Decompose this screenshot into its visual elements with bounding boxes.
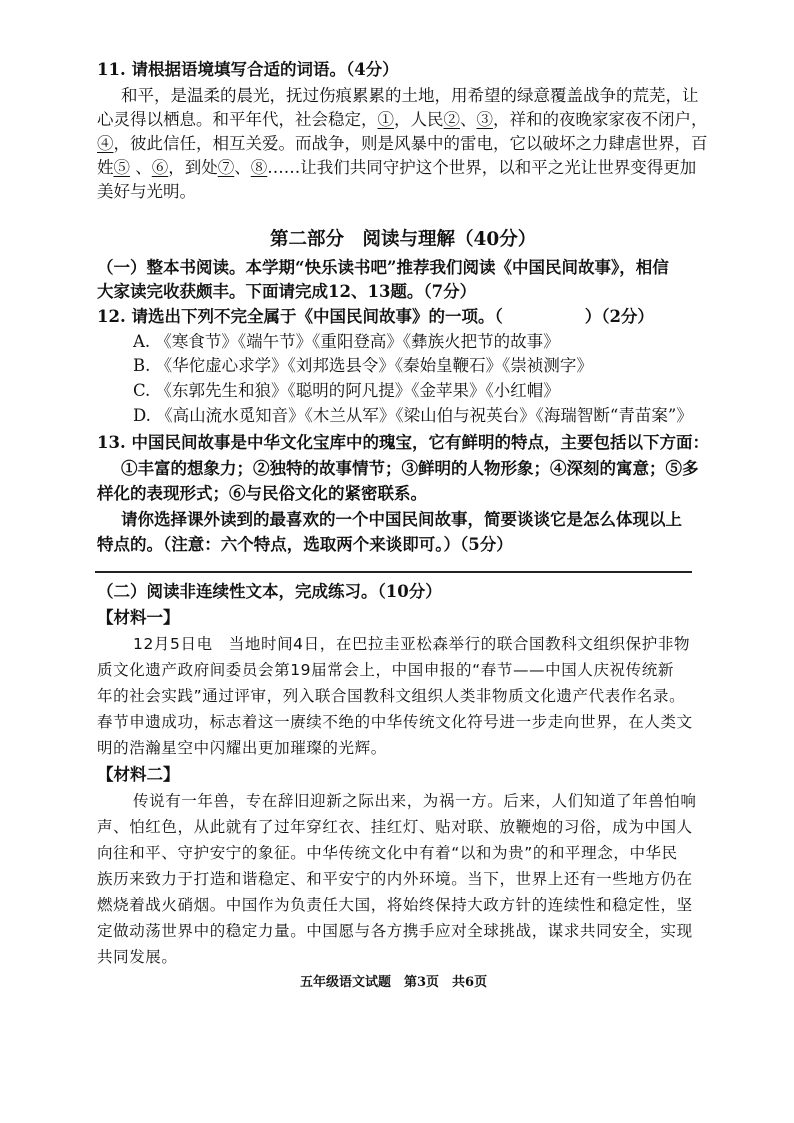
q11-line-3 xyxy=(97,134,708,154)
material-1-line: 春节申遗成功，标志着这一赓续不绝的中华传统文化符号进一步走向世界，在人类文 xyxy=(97,713,693,731)
q13-line-2: ①丰富的想象力；②独特的故事情节；③鲜明的人物形象；④深刻的寓意；⑤多 xyxy=(121,459,699,478)
q11-text: ，彼此信任，相互关爱。而战争，则是风暴中的雷电，它以破坏之力肆虐世界，百 xyxy=(113,134,708,153)
material-2-line: 声、怕红色，从此就有了过年穿红衣、挂红灯、贴对联、放鞭炮的习俗，成为中国人 xyxy=(97,818,693,836)
q12-option-d: D. 《高山流水觅知音》《木兰从军》《梁山伯与祝英台》《海瑞智断“青苗案”》 xyxy=(133,406,693,425)
material-2-line: 族历来致力于打造和谐稳定、和平安宁的内外环境。当下，世界上还有一些地方仍在 xyxy=(97,870,693,888)
blank-2[interactable]: ② xyxy=(443,110,460,129)
material-2-line: 定做动荡世界中的稳定力量。中国愿与各方携手应对全球挑战，谋求共同安全，实现 xyxy=(97,922,693,940)
q13-line-1: 13. 中国民间故事是中华文化宝库中的瑰宝，它有鲜明的特点，主要包括以下方面： xyxy=(97,433,709,452)
q11-text: ……让我们共同守护这个世界，以和平之光让世界变得更加 xyxy=(267,158,697,177)
q11-text: 、 xyxy=(130,158,152,177)
q11-text: 心灵得以栖息。和平年代，社会稳定， xyxy=(97,110,378,129)
q11-line-2 xyxy=(97,110,708,130)
q11-text: 姓 xyxy=(97,158,114,177)
q12-option-a: A. 《寒食节》《端午节》《重阳登高》《彝族火把节的故事》 xyxy=(133,332,560,351)
blank-8[interactable]: ⑧ xyxy=(250,158,268,177)
material-1-line: 明的浩瀚星空中闪耀出更加璀璨的光辉。 xyxy=(97,739,387,757)
q11-text: ，人民 xyxy=(394,110,444,129)
q13-line-3: 样化的表现形式；⑥与民俗文化的紧密联系。 xyxy=(97,484,427,503)
q12-option-c: C. 《东郭先生和狼》《聪明的阿凡提》《金苹果》《小红帽》 xyxy=(133,381,560,400)
material-1-line: 12月5日电 当地时间4日，在巴拉圭亚松森举行的联合国教科文组织保护非物 xyxy=(133,635,691,653)
q12-option-b: B. 《华佗虚心求学》《刘邦选县令》《秦始皇鞭石》《崇祯测字》 xyxy=(133,356,593,375)
section-divider xyxy=(95,571,692,573)
blank-4[interactable]: ④ xyxy=(97,134,114,153)
material-2-line: 燃烧着战火硝烟。中国作为负责任大国，将始终保持大政方针的连续性和稳定性，坚 xyxy=(97,896,693,914)
q11-line-5: 美好与光明。 xyxy=(97,182,196,201)
q11-text: 、 xyxy=(234,158,251,177)
blank-6[interactable]: ⑥ xyxy=(151,158,169,177)
material-2-line: 共同发展。 xyxy=(97,948,178,966)
q11-text: ，祥和的夜晚家家夜不闭户， xyxy=(493,110,708,129)
blank-1[interactable]: ① xyxy=(377,110,394,129)
material-2-line: 传说有一年兽，专在辞旧迎新之际出来，为祸一方。后来，人们知道了年兽怕响 xyxy=(133,792,697,810)
material-1-line: 质文化遗产政府间委员会第19届常会上，中国申报的“春节——中国人庆祝传统新 xyxy=(97,661,674,679)
section1-intro-line-2: 大家读完收获颇丰。下面请完成12、13题。（7分） xyxy=(97,282,477,301)
material-1-title: 【材料一】 xyxy=(97,608,180,627)
q12-stem xyxy=(97,307,654,327)
material-2-line: 向往和平、守护安宁的象征。中华传统文化中有着“以和为贵”的和平理念，中华民 xyxy=(97,844,678,862)
section1-intro-line-1: （一）整本书阅读。本学期“快乐读书吧”推荐我们阅读《中国民间故事》，相信 xyxy=(97,258,669,277)
q13-line-4: 请你选择课外读到的最喜欢的一个中国民间故事，简要谈谈它是怎么体现以上 xyxy=(121,510,682,529)
q11-line-4 xyxy=(97,158,696,178)
page-footer: 五年级语文试题 第3页 共6页 xyxy=(300,975,488,990)
material-1-line: 年的社会实践”通过评审，列入联合国教科文组织人类非物质文化遗产代表作名录。 xyxy=(97,687,686,705)
part2-title: 第二部分 阅读与理解（40分） xyxy=(270,229,537,250)
q11-line-1: 和平，是温柔的晨光，抚过伤痕累累的土地，用希望的绿意覆盖战争的荒芜，让 xyxy=(121,86,699,105)
q12-stem-score: ）（2分） xyxy=(584,307,654,326)
blank-7[interactable]: ⑦ xyxy=(217,158,235,177)
blank-5[interactable]: ⑤ xyxy=(113,158,130,177)
q13-line-5: 特点的。（注意：六个特点，选取两个来谈即可。）（5分） xyxy=(97,535,513,554)
material-2-title: 【材料二】 xyxy=(97,765,180,784)
blank-3[interactable]: ③ xyxy=(476,110,493,129)
q11-text: ，到处 xyxy=(168,158,218,177)
q12-stem-text: 12. 请选出下列不完全属于《中国民间故事》的一项。（ xyxy=(97,307,503,326)
section2-header: （二）阅读非连续性文本，完成练习。（10分） xyxy=(97,582,442,601)
q11-header: 11. 请根据语境填写合适的词语。（4分） xyxy=(97,60,399,79)
q11-text: 、 xyxy=(460,110,477,129)
